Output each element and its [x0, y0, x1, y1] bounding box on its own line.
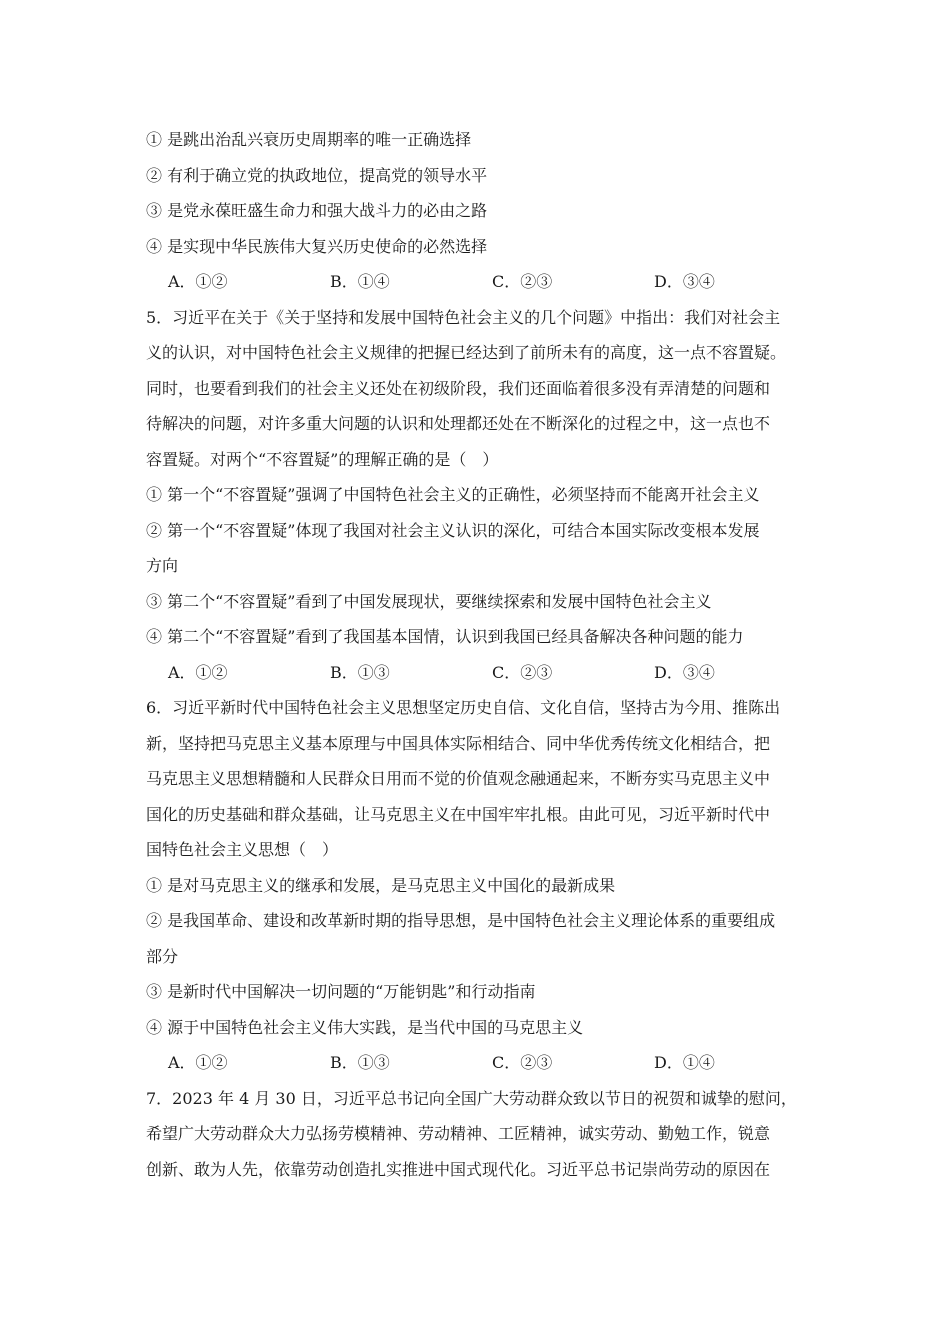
q6-options — [146, 1045, 816, 1081]
q5-stem-line-3: 同时，也要看到我们的社会主义还处在初级阶段，我们还面临着很多没有弄清楚的问题和 — [146, 378, 771, 398]
q5-stem-line-5: 容置疑。对两个“不容置疑”的理解正确的是（ ） — [146, 449, 499, 469]
q5-stem-line-2: 义的认识，对中国特色社会主义规律的把握已经达到了前所未有的高度，这一点不容置疑。 — [146, 343, 787, 362]
q7-stem-line-1: 7．2023 年 4 月 30 日，习近平总书记向全国广大劳动群众致以节日的祝贺和诚挚的慰问， — [146, 1088, 797, 1108]
q4-item-4: ④ 是实现中华民族伟大复兴历史使命的必然选择 — [146, 236, 488, 256]
q4-option-a[interactable]: A．①② — [168, 272, 228, 291]
q5-stem-line-4: 待解决的问题，对许多重大问题的认识和处理都还处在不断深化的过程之中，这一点也不 — [146, 414, 771, 433]
q6-option-b[interactable]: B．①③ — [330, 1053, 390, 1072]
q4-item-2: ② 有利于确立党的执政地位，提高党的领导水平 — [146, 165, 488, 185]
q5-option-c[interactable]: C．②③ — [492, 662, 553, 682]
q4-options — [146, 264, 816, 300]
q5-option-a[interactable]: A．①② — [168, 662, 228, 682]
q5-item-1: ① 第一个“不容置疑”强调了中国特色社会主义的正确性，必须坚持而不能离开社会主义 — [146, 485, 760, 504]
q6-item-4: ④ 源于中国特色社会主义伟大实践，是当代中国的马克思主义 — [146, 1017, 584, 1037]
q5-item-2: ② 第一个“不容置疑”体现了我国对社会主义认识的深化，可结合本国实际改变根本发展 — [146, 520, 760, 540]
q6-item-2: ② 是我国革命、建设和改革新时期的指导思想，是中国特色社会主义理论体系的重要组成 — [146, 911, 776, 930]
q4-option-c[interactable]: C．②③ — [492, 272, 553, 291]
q4-option-d[interactable]: D．③④ — [654, 272, 715, 291]
q6-stem-line-2: 新，坚持把马克思主义基本原理与中国具体实际相结合、同中华优秀传统文化相结合，把 — [146, 733, 771, 753]
q6-option-c[interactable]: C．②③ — [492, 1053, 553, 1072]
question-content — [146, 122, 816, 1187]
q6-stem-line-4: 国化的历史基础和群众基础，让马克思主义在中国牢牢扎根。由此可见，习近平新时代中 — [146, 804, 771, 824]
q6-item-3: ③ 是新时代中国解决一切问题的“万能钥匙”和行动指南 — [146, 982, 536, 1001]
q5-options — [146, 655, 816, 691]
q6-stem-line-1: 6．习近平新时代中国特色社会主义思想坚定历史自信、文化自信，坚持古为今用、推陈出 — [146, 698, 781, 717]
q5-item-3: ③ 第二个“不容置疑”看到了中国发展现状，要继续探索和发展中国特色社会主义 — [146, 591, 712, 611]
q4-option-b[interactable]: B．①④ — [330, 272, 390, 291]
q6-stem-line-3: 马克思主义思想精髓和人民群众日用而不觉的价值观念融通起来，不断夯实马克思主义中 — [146, 769, 771, 788]
q5-option-b[interactable]: B．①③ — [330, 662, 390, 682]
q5-item-4: ④ 第二个“不容置疑”看到了我国基本国情，认识到我国已经具备解决各种问题的能力 — [146, 627, 744, 646]
q6-item-2-cont: 部分 — [146, 946, 179, 966]
q4-item-1: ① 是跳出治乱兴衰历史周期率的唯一正确选择 — [146, 130, 472, 149]
q6-stem-line-5: 国特色社会主义思想（ ） — [146, 840, 339, 859]
q6-item-1: ① 是对马克思主义的继承和发展，是马克思主义中国化的最新成果 — [146, 875, 616, 895]
q5-item-2-cont: 方向 — [146, 556, 179, 575]
q5-option-d[interactable]: D．③④ — [654, 662, 715, 682]
q7-stem-line-3: 创新、敢为人先，依靠劳动创造扎实推进中国式现代化。习近平总书记崇尚劳动的原因在 — [146, 1159, 771, 1179]
q5-stem-line-1: 5．习近平在关于《关于坚持和发展中国特色社会主义的几个问题》中指出：我们对社会主 — [146, 307, 781, 327]
q7-stem-line-2: 希望广大劳动群众大力弘扬劳模精神、劳动精神、工匠精神，诚实劳动、勤勉工作，锐意 — [146, 1124, 771, 1143]
q6-option-a[interactable]: A．①② — [168, 1053, 228, 1072]
q4-item-3: ③ 是党永葆旺盛生命力和强大战斗力的必由之路 — [146, 201, 488, 220]
q6-option-d[interactable]: D．①④ — [654, 1053, 715, 1072]
